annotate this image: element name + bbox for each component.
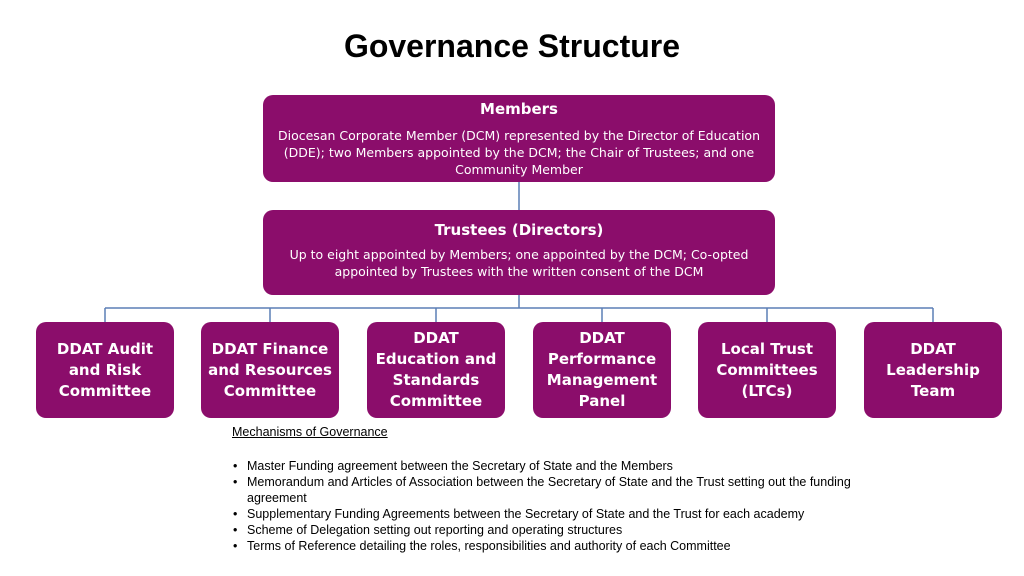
members-description: Diocesan Corporate Member (DCM) represented by the Director of Education (DDE); two Members appointed by the DCM; the Chair of Trustees; and one Community Member [278, 128, 760, 177]
committee-local-trust: Local Trust Committees (LTCs) [698, 322, 836, 418]
committee-audit-risk: DDAT Audit and Risk Committee [36, 322, 174, 418]
mechanisms-section [232, 424, 892, 554]
committee-performance-management: DDAT Performance Management Panel [533, 322, 671, 418]
members-box [263, 95, 775, 182]
page-title: Governance Structure [343, 28, 681, 64]
mechanism-item: • Scheme of Delegation setting out reporting and operating structures [232, 522, 892, 538]
mechanism-item: • Memorandum and Articles of Association between the Secretary of State and the Trust setting out the funding agreement [232, 474, 892, 506]
mechanisms-list [232, 458, 892, 554]
committee-education-standards: DDAT Education and Standards Committee [367, 322, 505, 418]
mechanisms-heading: Mechanisms of Governance [232, 425, 388, 439]
committee-finance-resources: DDAT Finance and Resources Committee [201, 322, 339, 418]
members-heading: Members [480, 100, 558, 118]
trustees-description: Up to eight appointed by Members; one appointed by the DCM; Co-opted appointed by Trustees with the written consent of the DCM [289, 247, 749, 279]
mechanism-item: • Master Funding agreement between the Secretary of State and the Members [232, 458, 892, 474]
mechanism-item: • Supplementary Funding Agreements between the Secretary of State and the Trust for each academy [232, 506, 892, 522]
trustees-heading: Trustees (Directors) [434, 221, 604, 239]
mechanism-item: • Terms of Reference detailing the roles, responsibilities and authority of each Committee [232, 538, 892, 554]
committee-leadership-team: DDAT Leadership Team [864, 322, 1002, 418]
trustees-box [263, 210, 775, 295]
